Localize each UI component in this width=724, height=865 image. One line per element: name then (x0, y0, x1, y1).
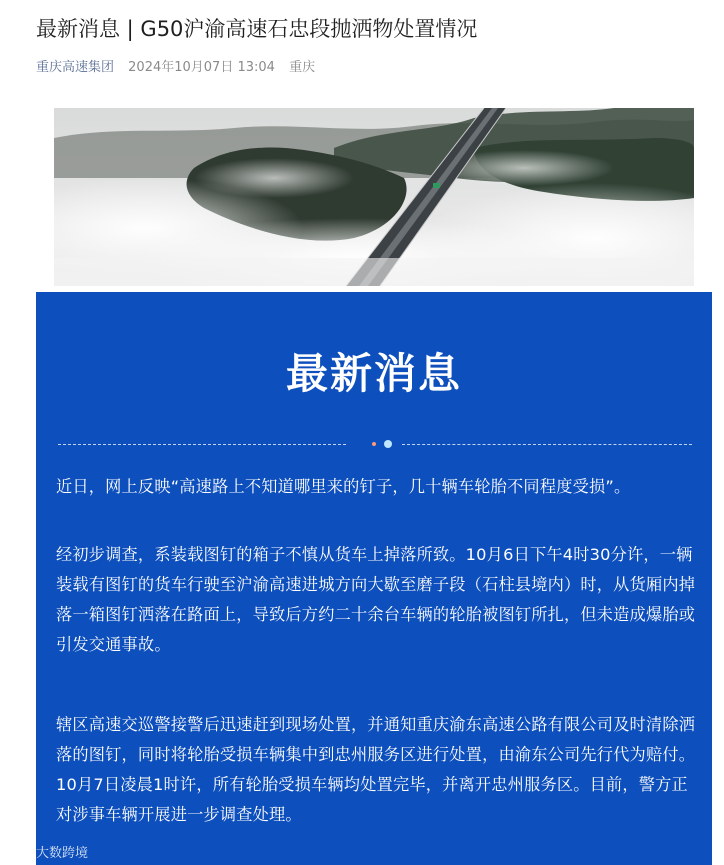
divider-dot-large (384, 440, 392, 448)
paragraph-2: 经初步调查，系装载图钉的箱子不慎从货车上掉落所致。10月6日下午4时30分许，一辆装载有图钉的货车行驶至沪渝高速进城方向大歇至磨子段（石柱县境内）时，从货厢内掉落一箱图钉洒落在路面上，导致后方约二十余台车辆的轮胎被图钉所扎，但未造成爆胎或引发交通事故。 (56, 545, 696, 654)
divider-dot-small (372, 442, 376, 446)
article-title: 最新消息 | G50沪渝高速石忠段抛洒物处置情况 (36, 17, 478, 41)
watermark-badge: TC (22, 842, 33, 851)
news-banner (36, 292, 712, 865)
publish-datetime: 2024年10月07日 13:04 (128, 60, 275, 75)
publish-location: 重庆 (289, 60, 316, 75)
foggy-highway-photo (54, 108, 694, 286)
divider-line-left (58, 444, 346, 445)
author-link[interactable]: 重庆高速集团 (36, 60, 115, 75)
paragraph-3: 辖区高速交巡警接警后迅速赶到现场处置，并通知重庆渝东高速公路有限公司及时清除洒落的图钉，同时将轮胎受损车辆集中到忠州服务区进行处置，由渝东公司先行代为赔付。10月7日凌晨1时许，所有轮胎受损车辆均处置完毕，并离开忠州服务区。目前，警方正对涉事车辆开展进一步调查处理。 (56, 715, 696, 824)
source-watermark (4, 841, 88, 861)
paragraph-1: 近日，网上反映“高速路上不知道哪里来的钉子，几十辆车轮胎不同程度受损”。 (56, 477, 631, 496)
divider-line-right (402, 444, 692, 445)
banner-heading: 最新消息 (285, 349, 462, 398)
article-meta (36, 58, 325, 78)
hero-image[interactable] (54, 108, 694, 286)
watermark-logo-icon (4, 843, 20, 859)
watermark-text: 大数跨境 (36, 845, 89, 861)
